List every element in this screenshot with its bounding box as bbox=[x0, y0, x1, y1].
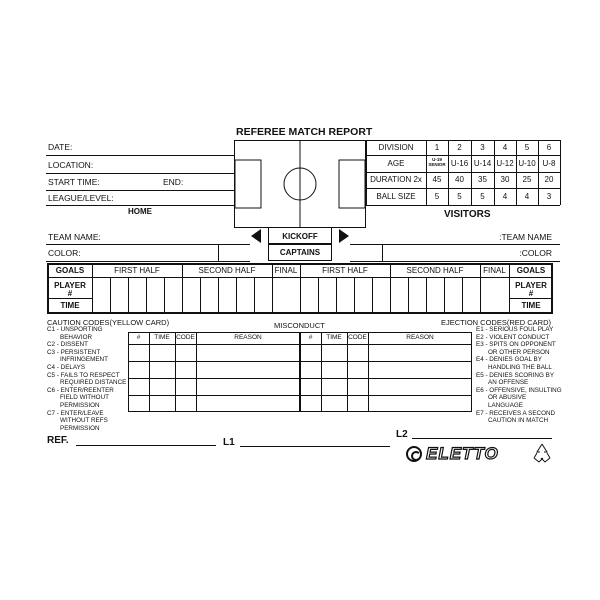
location-label: LOCATION: bbox=[48, 160, 94, 170]
second-half-home: SECOND HALF bbox=[198, 266, 256, 275]
age-cell-0 bbox=[426, 154, 448, 167]
visitors-label: VISITORS bbox=[444, 209, 491, 220]
final-visitors: FINAL bbox=[483, 266, 506, 275]
team-name-left-label: TEAM NAME: bbox=[48, 232, 101, 242]
division-row-label: DIVISION bbox=[378, 143, 414, 152]
misconduct-row[interactable] bbox=[128, 378, 300, 379]
league-level-line[interactable] bbox=[46, 205, 234, 206]
ref-signature-line[interactable] bbox=[76, 445, 216, 446]
caution-line: C7 - ENTER/LEAVE bbox=[47, 409, 104, 417]
duration-cell-5: 20 bbox=[544, 175, 554, 184]
caution-line: PERMISSION bbox=[60, 424, 100, 432]
captains-label: CAPTAINS bbox=[279, 248, 321, 257]
caution-line: C6 - ENTER/REENTER bbox=[47, 386, 114, 394]
duration-cell-2: 35 bbox=[478, 175, 487, 184]
age-row-label: AGE bbox=[387, 159, 405, 168]
ball-size-cell-2: 5 bbox=[480, 192, 485, 201]
misconduct-header: TIME bbox=[326, 334, 342, 341]
duration-cell-0: 45 bbox=[432, 175, 442, 184]
caution-line: C5 - FAILS TO RESPECT bbox=[47, 371, 120, 379]
first-half-home: FIRST HALF bbox=[114, 266, 160, 275]
ejection-line: CAUTION IN MATCH bbox=[488, 417, 549, 425]
goal-cell-divider-7[interactable] bbox=[254, 278, 255, 313]
ref-label: REF. bbox=[47, 435, 69, 446]
ball-size-cell-5: 3 bbox=[546, 192, 552, 201]
misconduct-header: CODE bbox=[348, 334, 367, 341]
start-time-line[interactable] bbox=[46, 190, 234, 191]
goal-cell-divider-1[interactable] bbox=[128, 278, 129, 313]
age-cell-3: U-12 bbox=[496, 159, 514, 168]
color-right-label: :COLOR bbox=[519, 248, 552, 258]
age-cell-0-sub: SENIOR bbox=[428, 162, 446, 167]
duration-cell-4: 25 bbox=[522, 175, 532, 184]
l2-label: L2 bbox=[396, 429, 408, 440]
division-cell-5: 6 bbox=[546, 143, 552, 152]
ball-size-cell-3: 4 bbox=[502, 192, 508, 201]
date-line[interactable] bbox=[46, 155, 234, 156]
misconduct-row[interactable] bbox=[128, 361, 300, 362]
home-label: HOME bbox=[128, 207, 152, 216]
goal-cell-divider-14[interactable] bbox=[444, 278, 445, 313]
caution-title: CAUTION CODES(YELLOW CARD) bbox=[47, 318, 170, 327]
goal-cell-divider-2[interactable] bbox=[146, 278, 147, 313]
ball-size-cell-4: 4 bbox=[524, 192, 530, 201]
kickoff-label: KICKOFF bbox=[282, 232, 318, 241]
player-left-label: PLAYER bbox=[54, 281, 86, 290]
ejection-line: E7 - RECEIVES A SECOND bbox=[476, 409, 556, 417]
caution-line: C3 - PERSISTENT bbox=[47, 348, 101, 356]
goal-cell-divider-10[interactable] bbox=[354, 278, 355, 313]
misconduct-row[interactable] bbox=[128, 395, 300, 396]
first-half-visitors: FIRST HALF bbox=[322, 266, 368, 275]
misconduct-header: # bbox=[136, 334, 141, 341]
ejection-line: E2 - VIOLENT CONDUCT bbox=[476, 333, 550, 341]
ejection-line: LANGUAGE bbox=[488, 402, 523, 409]
division-cell-3: 4 bbox=[502, 143, 508, 152]
goal-cell-divider-9[interactable] bbox=[336, 278, 337, 313]
age-cell-5: U-8 bbox=[542, 159, 556, 168]
misconduct-row[interactable] bbox=[300, 395, 472, 396]
goal-cell-divider-13[interactable] bbox=[426, 278, 427, 313]
time-right-label: TIME bbox=[521, 301, 541, 310]
misconduct-row[interactable] bbox=[300, 378, 472, 379]
ball-size-row-label: BALL SIZE bbox=[376, 192, 416, 201]
l2-signature-line[interactable] bbox=[412, 438, 552, 439]
team-name-right-label: :TEAM NAME bbox=[499, 232, 552, 242]
end-label: END: bbox=[163, 177, 184, 187]
ejection-line: OR ABUSIVE bbox=[488, 394, 527, 402]
age-cell-2: U-14 bbox=[473, 159, 492, 168]
age-cell-4: U-10 bbox=[518, 159, 536, 168]
location-line[interactable] bbox=[46, 173, 234, 174]
caution-line: INFRINGEMENT bbox=[60, 356, 108, 364]
goal-cell-divider-8[interactable] bbox=[318, 278, 319, 313]
misconduct-row[interactable] bbox=[300, 361, 472, 362]
caution-line: C1 - UNSPORTING bbox=[47, 326, 103, 333]
misconduct-row[interactable] bbox=[300, 344, 472, 345]
age-cell-1: U-16 bbox=[450, 159, 469, 168]
goals-right-label: GOALS bbox=[516, 266, 546, 275]
second-half-visitors: SECOND HALF bbox=[406, 266, 464, 275]
misconduct-row[interactable] bbox=[128, 344, 300, 345]
field-diagram bbox=[234, 140, 366, 228]
division-cell-0: 1 bbox=[434, 143, 440, 152]
ejection-line: E4 - DENIES GOAL BY bbox=[476, 356, 542, 364]
age-cell-0-age: U-19 bbox=[432, 157, 442, 162]
field-markings bbox=[235, 141, 365, 227]
caution-line: C4 - DELAYS bbox=[47, 364, 86, 371]
division-cell-2: 3 bbox=[480, 143, 485, 152]
duration-cell-3: 30 bbox=[500, 175, 510, 184]
player-right-label: PLAYER bbox=[515, 281, 547, 290]
misconduct-header: CODE bbox=[176, 334, 195, 341]
start-time-label: START TIME: bbox=[48, 177, 100, 187]
recycle-icon bbox=[531, 442, 553, 464]
brand-logo-icon bbox=[406, 446, 422, 462]
goal-cell-divider-4[interactable] bbox=[200, 278, 201, 313]
duration-row-label: DURATION 2x bbox=[370, 175, 422, 184]
division-cell-4: 5 bbox=[524, 143, 530, 152]
l1-label: L1 bbox=[223, 437, 235, 448]
date-label: DATE: bbox=[48, 142, 73, 152]
caution-line: C2 - DISSENT bbox=[47, 341, 88, 349]
ejection-line: E6 - OFFENSIVE, INSULTING bbox=[476, 386, 562, 394]
misconduct-header: # bbox=[308, 334, 313, 341]
goal-cell-divider-3[interactable] bbox=[164, 278, 165, 313]
l1-signature-line[interactable] bbox=[240, 446, 390, 447]
ball-size-cell-1: 5 bbox=[457, 192, 462, 201]
misconduct-header: REASON bbox=[406, 334, 434, 341]
goal-cell-divider-11[interactable] bbox=[372, 278, 373, 313]
ejection-line: E1 - SERIOUS FOUL PLAY bbox=[476, 326, 554, 333]
caution-line: WITHOUT REFS bbox=[60, 417, 108, 425]
goal-cell-divider-5[interactable] bbox=[218, 278, 219, 313]
ball-size-cell-0: 5 bbox=[434, 192, 440, 201]
misconduct-header: TIME bbox=[154, 334, 170, 341]
final-home: FINAL bbox=[274, 266, 298, 275]
goal-cell-divider-0[interactable] bbox=[110, 278, 111, 313]
duration-cell-1: 40 bbox=[455, 175, 464, 184]
goal-cell-divider-15[interactable] bbox=[462, 278, 463, 313]
goal-cell-divider-12[interactable] bbox=[408, 278, 409, 313]
player-hash-right: # bbox=[528, 289, 534, 298]
caution-line: REQUIRED DISTANCE bbox=[60, 379, 127, 387]
misconduct-header: REASON bbox=[234, 334, 262, 341]
misconduct-title: MISCONDUCT bbox=[274, 321, 325, 330]
league-level-label: LEAGUE/LEVEL: bbox=[48, 193, 114, 203]
ejection-line: E3 - SPITS ON OPPONENT bbox=[476, 341, 556, 349]
caution-line: PERMISSION bbox=[60, 402, 100, 409]
ejection-line: AN OFFENSE bbox=[488, 379, 529, 387]
color-left-label: COLOR: bbox=[48, 248, 81, 258]
goal-cell-divider-6[interactable] bbox=[236, 278, 237, 313]
ejection-line: OR OTHER PERSON bbox=[488, 348, 550, 356]
caution-line: FIELD WITHOUT bbox=[60, 394, 109, 402]
brand-name: ELETTO bbox=[426, 444, 499, 463]
page-title: REFEREE MATCH REPORT bbox=[236, 126, 373, 138]
ejection-line: HANDLING THE BALL bbox=[488, 364, 552, 371]
player-hash-left: # bbox=[67, 289, 73, 298]
ejection-title: EJECTION CODES(RED CARD) bbox=[441, 318, 552, 327]
arrow-right-icon[interactable] bbox=[338, 229, 350, 243]
caution-line: BEHAVIOR bbox=[60, 333, 93, 341]
ejection-line: E5 - DENIES SCORING BY bbox=[476, 371, 555, 379]
time-left-label: TIME bbox=[60, 301, 80, 310]
division-cell-1: 2 bbox=[457, 143, 462, 152]
arrow-left-icon[interactable] bbox=[250, 229, 262, 243]
goals-left-label: GOALS bbox=[55, 266, 85, 275]
